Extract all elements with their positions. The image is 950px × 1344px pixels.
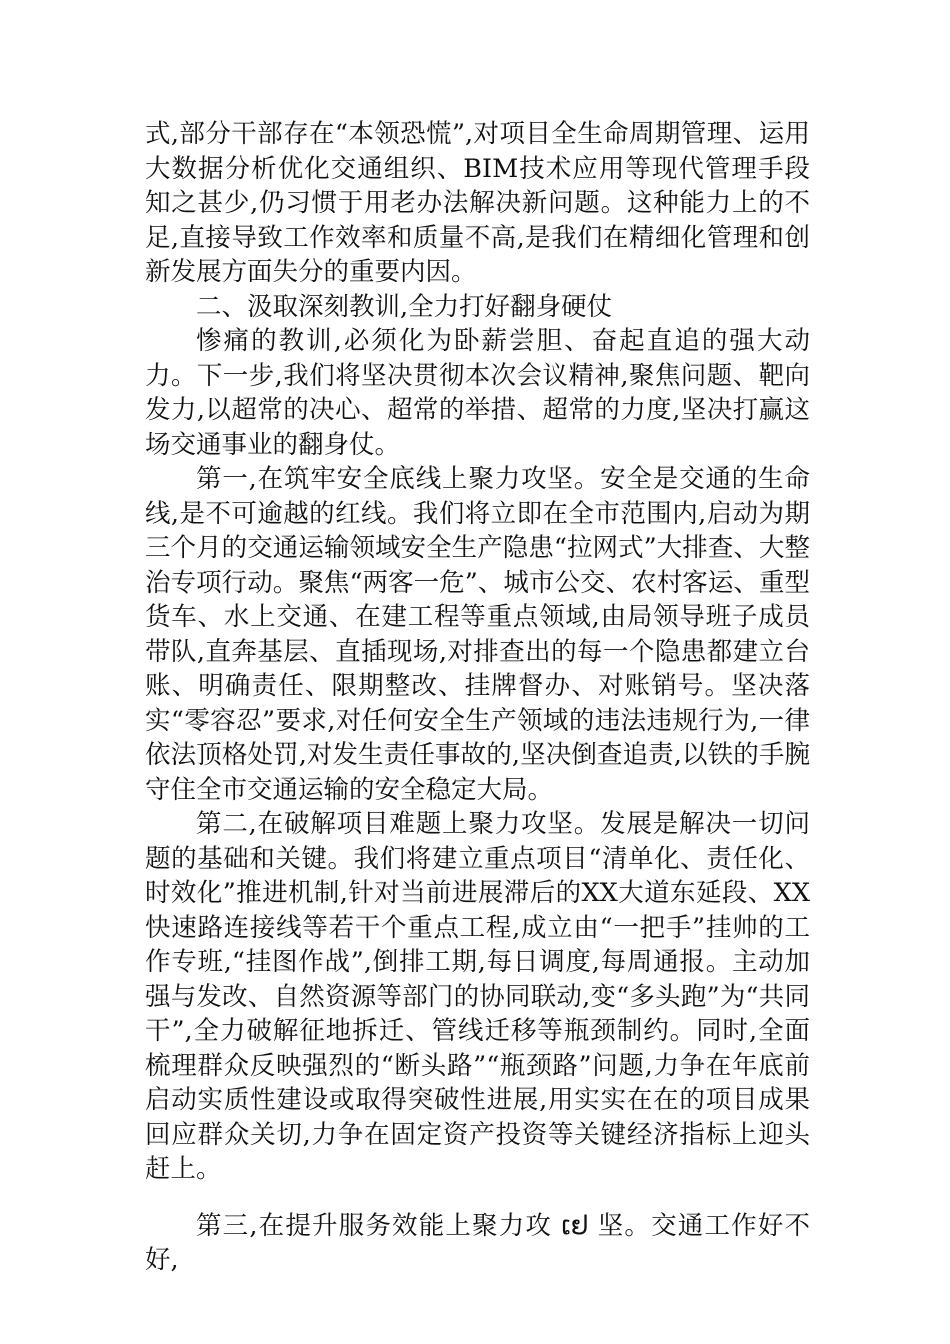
paragraph-first: 第一,在筑牢安全底线上聚力攻坚。安全是交通的生命线,是不可逾越的红线。我们将立即在全市范围内,启动为期三个月的交通运输领域安全生产隐患“拉网式”大排查、大整治专项行动。聚焦“两客一危”、城市公交、农村客运、重型货车、水上交通、在建工程等重点领域,由局领导班子成员带队,直奔基层、直插现场,对排查出的每一个隐患都建立台账、明确责任、限期整改、挂牌督办、对账销号。坚决落实“零容忍”要求,对任何安全生产领域的违法违规行为,一律依法顶格处罚,对发生责任事故的,坚决倒查追责,以铁的手腕守住全市交通运输的安全稳定大局。	[145, 464, 810, 805]
section-heading: 二、汲取深刻教训,全力打好翻身硬仗	[196, 291, 613, 322]
document-page	[145, 117, 810, 1278]
paragraph-gap	[145, 1187, 810, 1209]
paragraph-second: 第二,在破解项目难题上聚力攻坚。发展是解决一切问题的基础和关键。我们将建立重点项目“清单化、责任化、时效化”推进机制,针对当前进展滞后的XX大道东延段、XX快速路连接线等若干个重点工程,成立由“一把手”挂帅的工作专班,“挂图作战”,倒排工期,每日调度,每周通报。主动加强与发改、自然资源等部门的协同联动,变“多头跑”为“共同干”,全力破解征地拆迁、管线迁移等瓶颈制约。同时,全面梳理群众反映强烈的“断头路”“瓶颈路”问题,力争在年底前启动实质性建设或取得突破性进展,用实实在在的项目成果回应群众关切,力争在固定资产投资等关键经济指标上迎头赶上。	[145, 809, 810, 1184]
paragraph-continuation: 式,部分干部存在“本领恐慌”,对项目全生命周期管理、运用大数据分析优化交通组织、BIM技术应用等现代管理手段知之甚少,仍习惯于用老办法解决新问题。这种能力上的不足,直接导致工作效率和质量不高,是我们在精细化管理和创新发展方面失分的重要内因。	[145, 119, 810, 287]
paragraph-third: 第三,在提升服务效能上聚力攻 ເຢ 坚。交通工作好不好,	[145, 1210, 810, 1275]
paragraph-intro: 惨痛的教训,必须化为卧薪尝胆、奋起直追的强大动力。下一步,我们将坚决贯彻本次会议精神,聚焦问题、靶向发力,以超常的决心、超常的举措、超常的力度,坚决打赢这场交通事业的翻身仗。	[145, 326, 810, 460]
